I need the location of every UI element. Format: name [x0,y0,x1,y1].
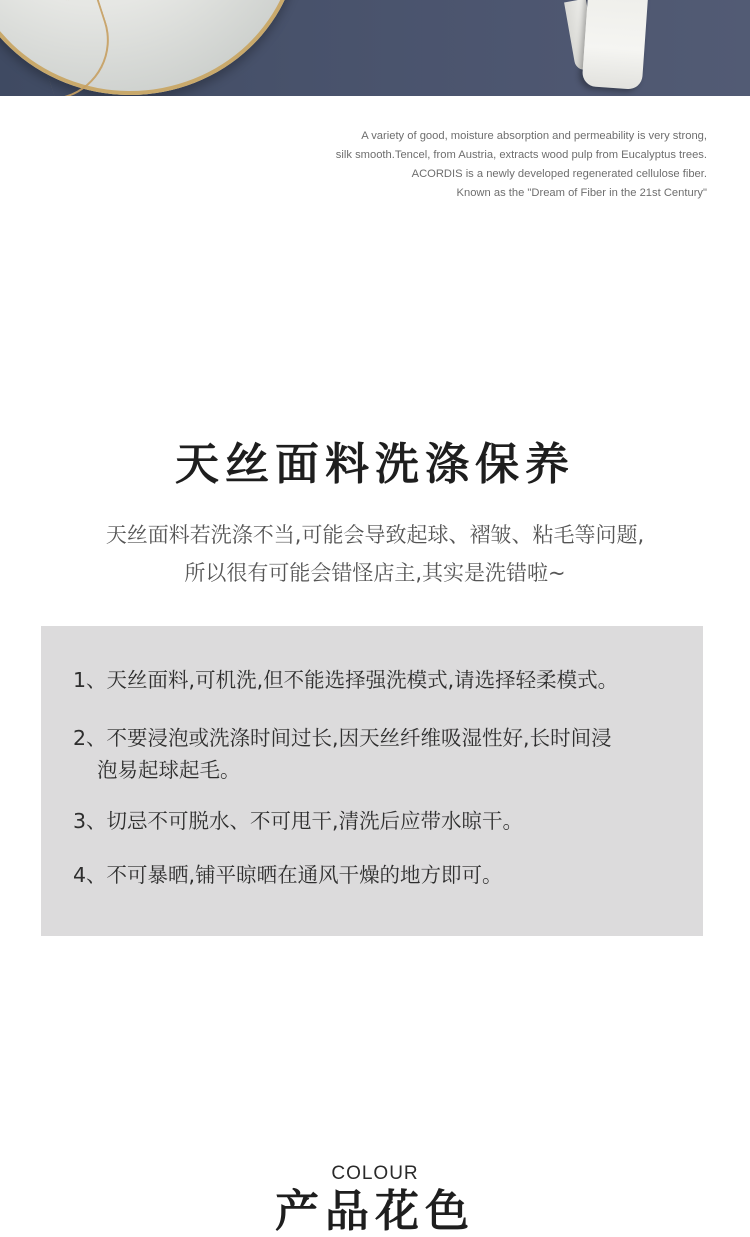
description-line: ACORDIS is a newly developed regenerated cellulose fiber. [411,168,707,180]
english-description [187,127,707,203]
care-item [73,805,683,837]
care-item [73,859,683,891]
care-item-number: 1、 [73,668,107,692]
care-item-number: 2、 [73,726,107,750]
care-item-number: 4、 [73,863,107,887]
description-line: A variety of good, moisture absorption and permeability is very strong, [361,130,707,142]
care-item [73,664,683,696]
care-item-text: 切忌不可脱水、不可甩干,清洗后应带水晾干。 [106,809,524,833]
napkin-image [582,0,649,90]
intro-line: 天丝面料若洗涤不当,可能会导致起球、褶皱、粘毛等问题, [105,523,645,547]
description-line: Known as the "Dream of Fiber in the 21st Century" [456,187,707,199]
care-item-continuation: 泡易起球起毛。 [97,758,241,782]
care-item-text: 不要浸泡或洗涤时间过长,因天丝纤维吸湿性好,长时间浸 [106,726,612,750]
description-line: silk smooth.Tencel, from Austria, extracts wood pulp from Eucalyptus trees. [335,149,707,161]
care-intro [0,516,750,592]
care-section-title: 天丝面料洗涤保养 [175,439,575,490]
intro-line: 所以很有可能会错怪店主,其实是洗错啦~ [184,561,566,585]
care-item-text: 天丝面料,可机洗,但不能选择强洗模式,请选择轻柔模式。 [106,668,619,692]
care-instructions-box [41,626,703,936]
colour-label: COLOUR [331,1163,419,1184]
care-item-text: 不可暴晒,铺平晾晒在通风干燥的地方即可。 [106,863,503,887]
hero-banner-image [0,0,750,96]
care-item [73,722,683,786]
colour-section-title: 产品花色 [275,1186,475,1237]
care-item-number: 3、 [73,809,107,833]
